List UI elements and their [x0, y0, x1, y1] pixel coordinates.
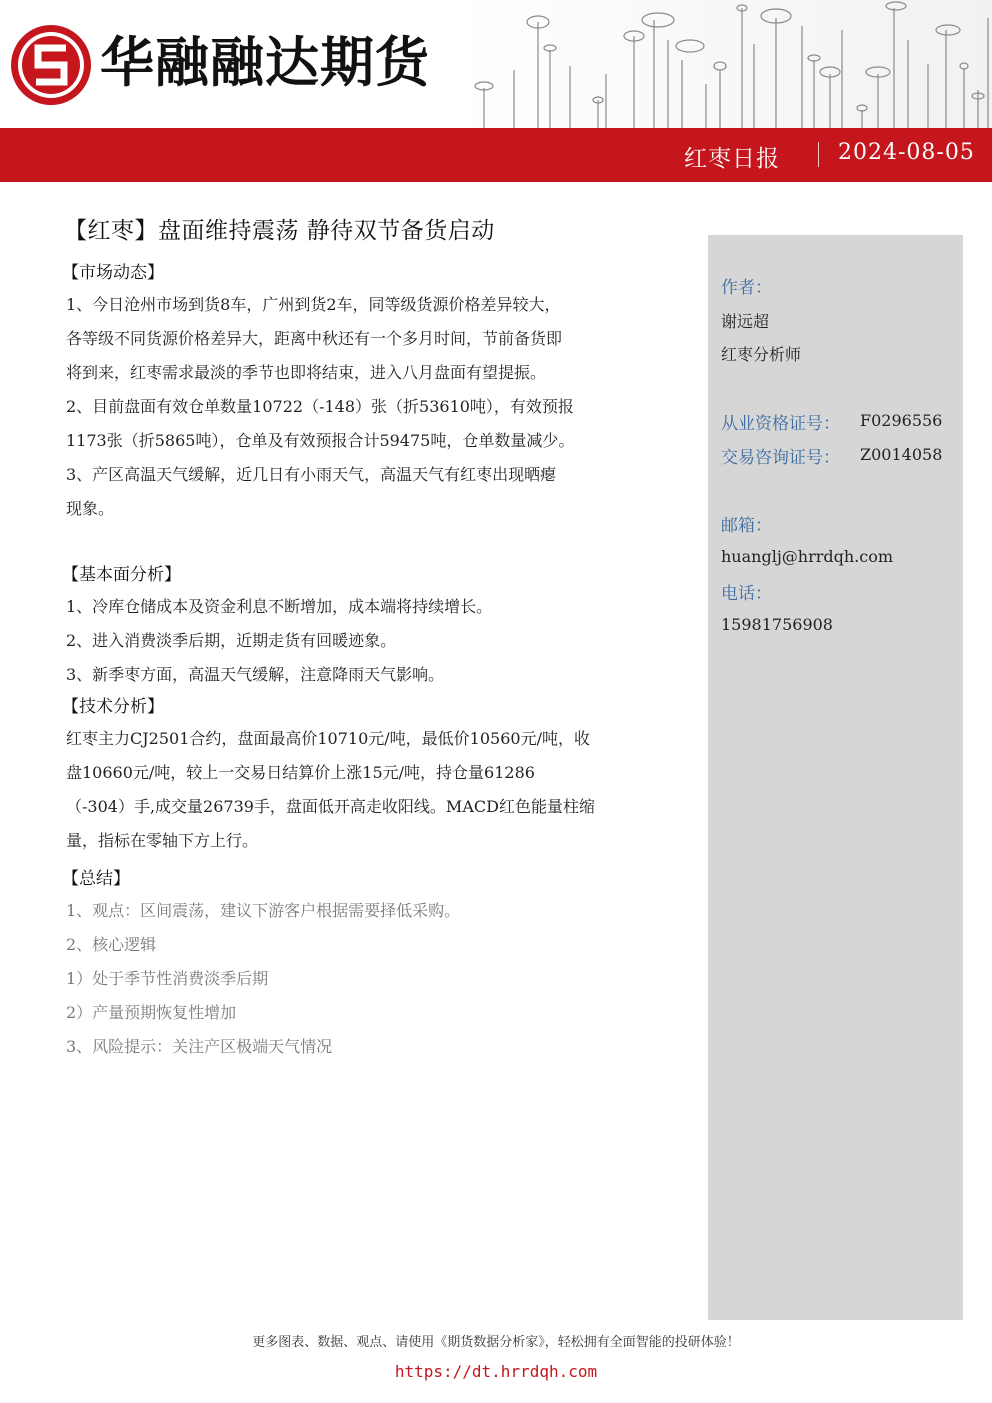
company-logo-icon: [10, 24, 92, 106]
license-value: F0296556: [860, 411, 943, 430]
paragraph-line: 1173张（折5865吨），仓单及有效预报合计59475吨，仓单数量减少。: [66, 431, 575, 450]
report-title: 【红枣】盘面维持震荡 静待双节备货启动: [64, 218, 495, 244]
section-heading-market: 【市场动态】: [62, 263, 164, 283]
paragraph-line: 3、产区高温天气缓解，近几日有小雨天气，高温天气有红枣出现晒瘪: [66, 465, 557, 484]
paragraph-line: 1、今日沧州市场到货8车，广州到货2车，同等级货源价格差异较大，: [66, 295, 561, 314]
section-heading-technical: 【技术分析】: [62, 697, 164, 717]
consult-value: Z0014058: [860, 445, 943, 464]
paragraph-line: （-304）手,成交量26739手，盘面低开高走收阳线。MACD红色能量柱缩: [66, 797, 595, 816]
report-date: 2024-08-05: [838, 140, 975, 165]
phone-label: 电话：: [721, 584, 772, 604]
consult-label: 交易咨询证号：: [721, 448, 840, 468]
author-label: 作者：: [721, 278, 772, 298]
section-fundamental: [66, 590, 666, 692]
paragraph-line: 将到来，红枣需求最淡的季节也即将结束，进入八月盘面有望提振。: [66, 363, 547, 382]
paragraph-line: 1、冷库仓储成本及资金利息不断增加，成本端将持续增长。: [66, 597, 493, 616]
section-summary: [66, 894, 666, 1064]
author-name: 谢远超: [721, 312, 770, 331]
summary-line: 1、观点：区间震荡，建议下游客户根据需要择低采购。: [66, 901, 461, 920]
brand-name: 华融融达期货: [100, 31, 430, 94]
bar-divider: [818, 142, 819, 167]
author-title: 红枣分析师: [721, 345, 802, 364]
summary-line: 3、风险提示：关注产区极端天气情况: [66, 1037, 333, 1056]
paragraph-line: 现象。: [66, 499, 115, 518]
phone-value: 15981756908: [721, 615, 833, 634]
license-label: 从业资格证号：: [721, 414, 840, 434]
paragraph-line: 盘10660元/吨，较上一交易日结算价上涨15元/吨，持仓量61286: [66, 763, 535, 782]
page-header: [0, 0, 992, 128]
email-label: 邮箱：: [721, 516, 772, 536]
report-body: [62, 258, 666, 1064]
decorative-lines-graphic: [458, 0, 992, 128]
footer-link[interactable]: https://dt.hrrdqh.com: [394, 1362, 598, 1381]
paragraph-line: 2、进入消费淡季后期，近期走货有回暖迹象。: [66, 631, 397, 650]
paragraph-line: 2、目前盘面有效仓单数量10722（-148）张（折53610吨），有效预报: [66, 397, 574, 416]
summary-line: 1）处于季节性消费淡季后期: [66, 969, 269, 988]
paragraph-line: 各等级不同货源价格差异大，距离中秋还有一个多月时间，节前备货即: [66, 329, 563, 348]
section-heading-summary: 【总结】: [62, 869, 130, 889]
summary-line: 2）产量预期恢复性增加: [66, 1003, 237, 1022]
summary-line: 2、核心逻辑: [66, 935, 157, 954]
email-value[interactable]: huanglj@hrrdqh.com: [721, 547, 894, 566]
spacer: [66, 526, 666, 560]
footer-note: 更多图表、数据、观点、请使用《期货数据分析家》，轻松拥有全面智能的投研体验！: [252, 1335, 740, 1350]
paragraph-line: 红枣主力CJ2501合约，盘面最高价10710元/吨，最低价10560元/吨，收: [66, 729, 590, 748]
section-technical: [66, 722, 666, 858]
author-sidebar: [708, 235, 963, 1320]
section-market: [66, 288, 666, 526]
paragraph-line: 3、新季枣方面，高温天气缓解，注意降雨天气影响。: [66, 665, 445, 684]
paragraph-line: 量，指标在零轴下方上行。: [66, 831, 259, 850]
report-type: 红枣日报: [684, 146, 780, 172]
section-heading-fundamental: 【基本面分析】: [62, 565, 181, 585]
